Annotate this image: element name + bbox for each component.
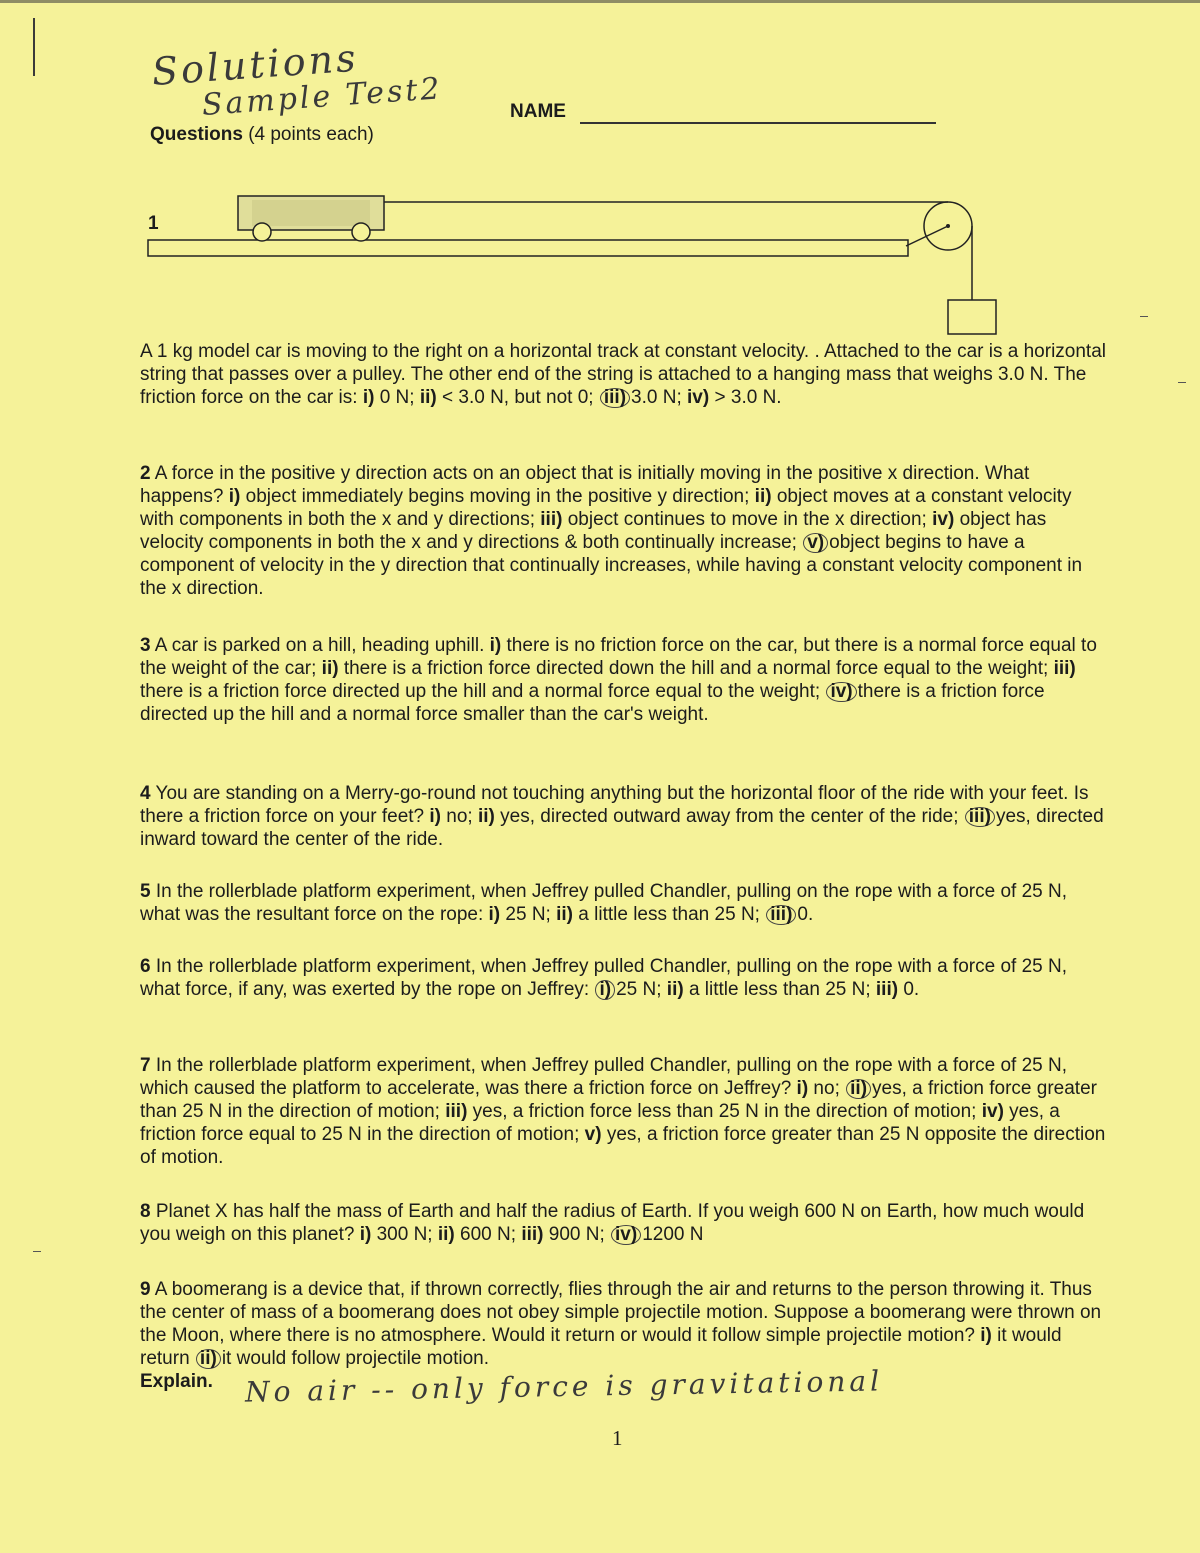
q9-option-ii: it would follow projectile motion. [221, 1348, 489, 1369]
question-3-text: A car is parked on a hill, heading uphill. [150, 635, 490, 656]
q7-option-iii: yes, a friction force less than 25 N in the direction of motion; [467, 1101, 982, 1122]
name-label: NAME [510, 101, 566, 122]
question-2 [140, 462, 1110, 600]
scan-margin-mark [33, 18, 35, 76]
question-7-text: In the rollerblade platform experiment, when Jeffrey pulled Chandler, pulling on the rope with a force of 25 N, which caused the platform to accelerate, was there a friction force on Jeffrey? [140, 1055, 1067, 1099]
q7-option-v: yes, a friction force greater than 25 N opposite the direction of motion. [140, 1124, 1106, 1168]
q5-option-i-label: i) [488, 904, 501, 925]
question-6-number: 6 [140, 956, 151, 977]
q4-option-ii: yes, directed outward away from the center of the ride; [494, 806, 959, 827]
points-note: (4 points each) [248, 124, 374, 145]
handwritten-title: Solutions [150, 35, 360, 94]
car-pulley-diagram [140, 188, 1010, 338]
question-8-text: Planet X has half the mass of Earth and half the radius of Earth. If you weigh 600 N on Earth, how much would you weigh on this planet? [140, 1201, 1085, 1245]
q3-option-ii: there is a friction force directed down the hill and a normal force equal to the weight; [338, 658, 1054, 679]
question-9-number: 9 [140, 1279, 151, 1300]
question-5-text: In the rollerblade platform experiment, when Jeffrey pulled Chandler, pulling on the rope with a force of 25 N, what was the resultant force on the rope: [140, 881, 1067, 925]
q6-option-ii-label: ii) [666, 979, 684, 1000]
q6-option-iii: 0. [898, 979, 920, 1000]
q6-answer-circled-i: i) [595, 980, 615, 1000]
q1-answer-circled-iii: iii) [600, 388, 630, 408]
q5-option-iii: 0. [797, 904, 814, 925]
q8-option-iii: 900 N; [543, 1224, 605, 1245]
q5-option-ii-label: ii) [556, 904, 574, 925]
q2-option-ii: object moves at a constant velocity with components in both the x and y directions; [140, 486, 1072, 530]
questions-header [150, 124, 374, 146]
q1-option-i: 0 N; [374, 387, 420, 408]
question-4-text: You are standing on a Merry-go-round not touching anything but the horizontal floor of the ride with your feet. Is there a friction force on your feet? [140, 783, 1089, 827]
page-number: 1 [612, 1426, 623, 1450]
q9-answer-circled-ii: ii) [196, 1349, 221, 1369]
explain-label: Explain. [140, 1371, 213, 1392]
handwritten-subtitle: Sample Test2 [200, 71, 444, 123]
question-8-number: 8 [140, 1201, 151, 1222]
q1-option-i-label: i) [362, 387, 375, 408]
q1-option-iv-label: iv) [687, 387, 710, 408]
car-shading [252, 200, 370, 226]
q8-answer-circled-iv: iv) [611, 1225, 641, 1245]
q9-option-i-label: i) [980, 1325, 992, 1346]
q8-option-i-label: i) [359, 1224, 372, 1245]
q7-option-v-label: v) [584, 1124, 602, 1145]
q2-option-i-label: i) [228, 486, 241, 507]
q8-option-iii-label: iii) [521, 1224, 544, 1245]
questions-label: Questions [150, 124, 243, 145]
margin-tick [33, 1251, 41, 1252]
q3-option-i: there is no friction force on the car, but there is a normal force equal to the weight of the car; [140, 635, 1097, 679]
q8-option-iv: 1200 N [642, 1224, 704, 1245]
q6-option-i: 25 N; [616, 979, 667, 1000]
question-9-text: A boomerang is a device that, if thrown correctly, flies through the air and returns to the person throwing it. Thus the center of mass of a boomerang does not obey simple projectile motion. Suppose a boomerang were thrown on the Moon, where there is no atmosphere. Would it return or would it follow simple projectile motion? [140, 1279, 1102, 1346]
q2-option-i: object immediately begins moving in the positive y direction; [240, 486, 755, 507]
question-7-number: 7 [140, 1055, 151, 1076]
question-1-number: 1 [148, 213, 159, 234]
question-4-number: 4 [140, 783, 151, 804]
handwritten-answer: No air -- only force is gravitational [244, 1364, 884, 1409]
q2-option-v: object begins to have a component of velocity in the y direction that continually increases, while having a constant velocity component in the x direction. [140, 532, 1083, 599]
q4-option-i-label: i) [429, 806, 441, 827]
q6-option-iii-label: iii) [875, 979, 899, 1000]
q7-answer-circled-ii: ii) [846, 1079, 871, 1099]
name-input-line[interactable] [580, 122, 936, 124]
question-3 [140, 634, 1110, 726]
q6-option-ii: a little less than 25 N; [683, 979, 876, 1000]
question-2-text: A force in the positive y direction acts on an object that is initially moving in the positive x direction. What happens? [140, 463, 1030, 507]
q7-option-iii-label: iii) [445, 1101, 468, 1122]
q8-option-ii-label: ii) [437, 1224, 455, 1245]
q5-answer-circled-iii: iii) [766, 905, 796, 925]
q2-option-iv-label: iv) [932, 509, 955, 530]
q1-option-ii: < 3.0 N, but not 0; [436, 387, 599, 408]
q7-option-iv: yes, a friction force equal to 25 N in the direction of motion; [140, 1101, 1060, 1145]
q2-option-iv: object has velocity components in both the x and y directions & both continually increase; [140, 509, 1047, 553]
question-8 [140, 1200, 1110, 1246]
question-6-text: In the rollerblade platform experiment, when Jeffrey pulled Chandler, pulling on the rope with a force of 25 N, what force, if any, was exerted by the rope on Jeffrey: [140, 956, 1067, 1000]
q4-answer-circled-iii: iii) [965, 807, 995, 827]
q9-option-i: it would return [140, 1325, 1062, 1369]
q1-option-iii: 3.0 N; [631, 387, 688, 408]
q2-option-iii: object continues to move in the x direction; [562, 509, 933, 530]
q5-option-i: 25 N; [500, 904, 557, 925]
q8-option-ii: 600 N; [454, 1224, 522, 1245]
hanging-mass [948, 300, 996, 334]
margin-tick [1140, 316, 1148, 317]
question-1 [140, 340, 1110, 409]
q3-option-iii: there is a friction force directed up the hill and a normal force equal to the weight; [140, 681, 821, 702]
q8-option-i: 300 N; [371, 1224, 438, 1245]
top-edge-line [0, 0, 1200, 3]
question-3-number: 3 [140, 635, 151, 656]
question-1-text: A 1 kg model car is moving to the right on a horizontal track at constant velocity. . Attached to the car is a horizontal string that passes over a pulley. The other end of the string is attached to a hanging mass that weighs 3.0 N. The friction force on the car is: [140, 341, 1106, 408]
q3-option-iv: there is a friction force directed up the hill and a normal force smaller than the car's weight. [140, 681, 1045, 725]
question-5 [140, 880, 1110, 926]
q4-option-iii: yes, directed inward toward the center of the ride. [140, 806, 1104, 850]
question-7 [140, 1054, 1110, 1169]
q5-option-ii: a little less than 25 N; [573, 904, 760, 925]
q2-option-iii-label: iii) [540, 509, 563, 530]
track [148, 240, 908, 256]
q4-option-i: no; [441, 806, 478, 827]
q1-option-iv: > 3.0 N. [709, 387, 782, 408]
q3-option-i-label: i) [489, 635, 502, 656]
question-2-number: 2 [140, 463, 151, 484]
q2-option-ii-label: ii) [754, 486, 772, 507]
question-5-number: 5 [140, 881, 151, 902]
q1-option-ii-label: ii) [419, 387, 437, 408]
q4-option-ii-label: ii) [477, 806, 495, 827]
question-4 [140, 782, 1110, 851]
question-6 [140, 955, 1110, 1001]
q3-answer-circled-iv: iv) [826, 682, 856, 702]
car-wheel-right [352, 223, 370, 241]
q7-option-iv-label: iv) [981, 1101, 1004, 1122]
q7-option-i: no; [808, 1078, 840, 1099]
car-wheel-left [253, 223, 271, 241]
pulley-mount [906, 226, 948, 246]
margin-tick [1178, 382, 1186, 383]
q7-option-ii: yes, a friction force greater than 25 N in the direction of motion; [140, 1078, 1097, 1122]
q3-option-ii-label: ii) [321, 658, 339, 679]
q7-option-i-label: i) [796, 1078, 809, 1099]
q3-option-iii-label: iii) [1053, 658, 1076, 679]
q2-answer-circled-v: v) [803, 533, 828, 553]
